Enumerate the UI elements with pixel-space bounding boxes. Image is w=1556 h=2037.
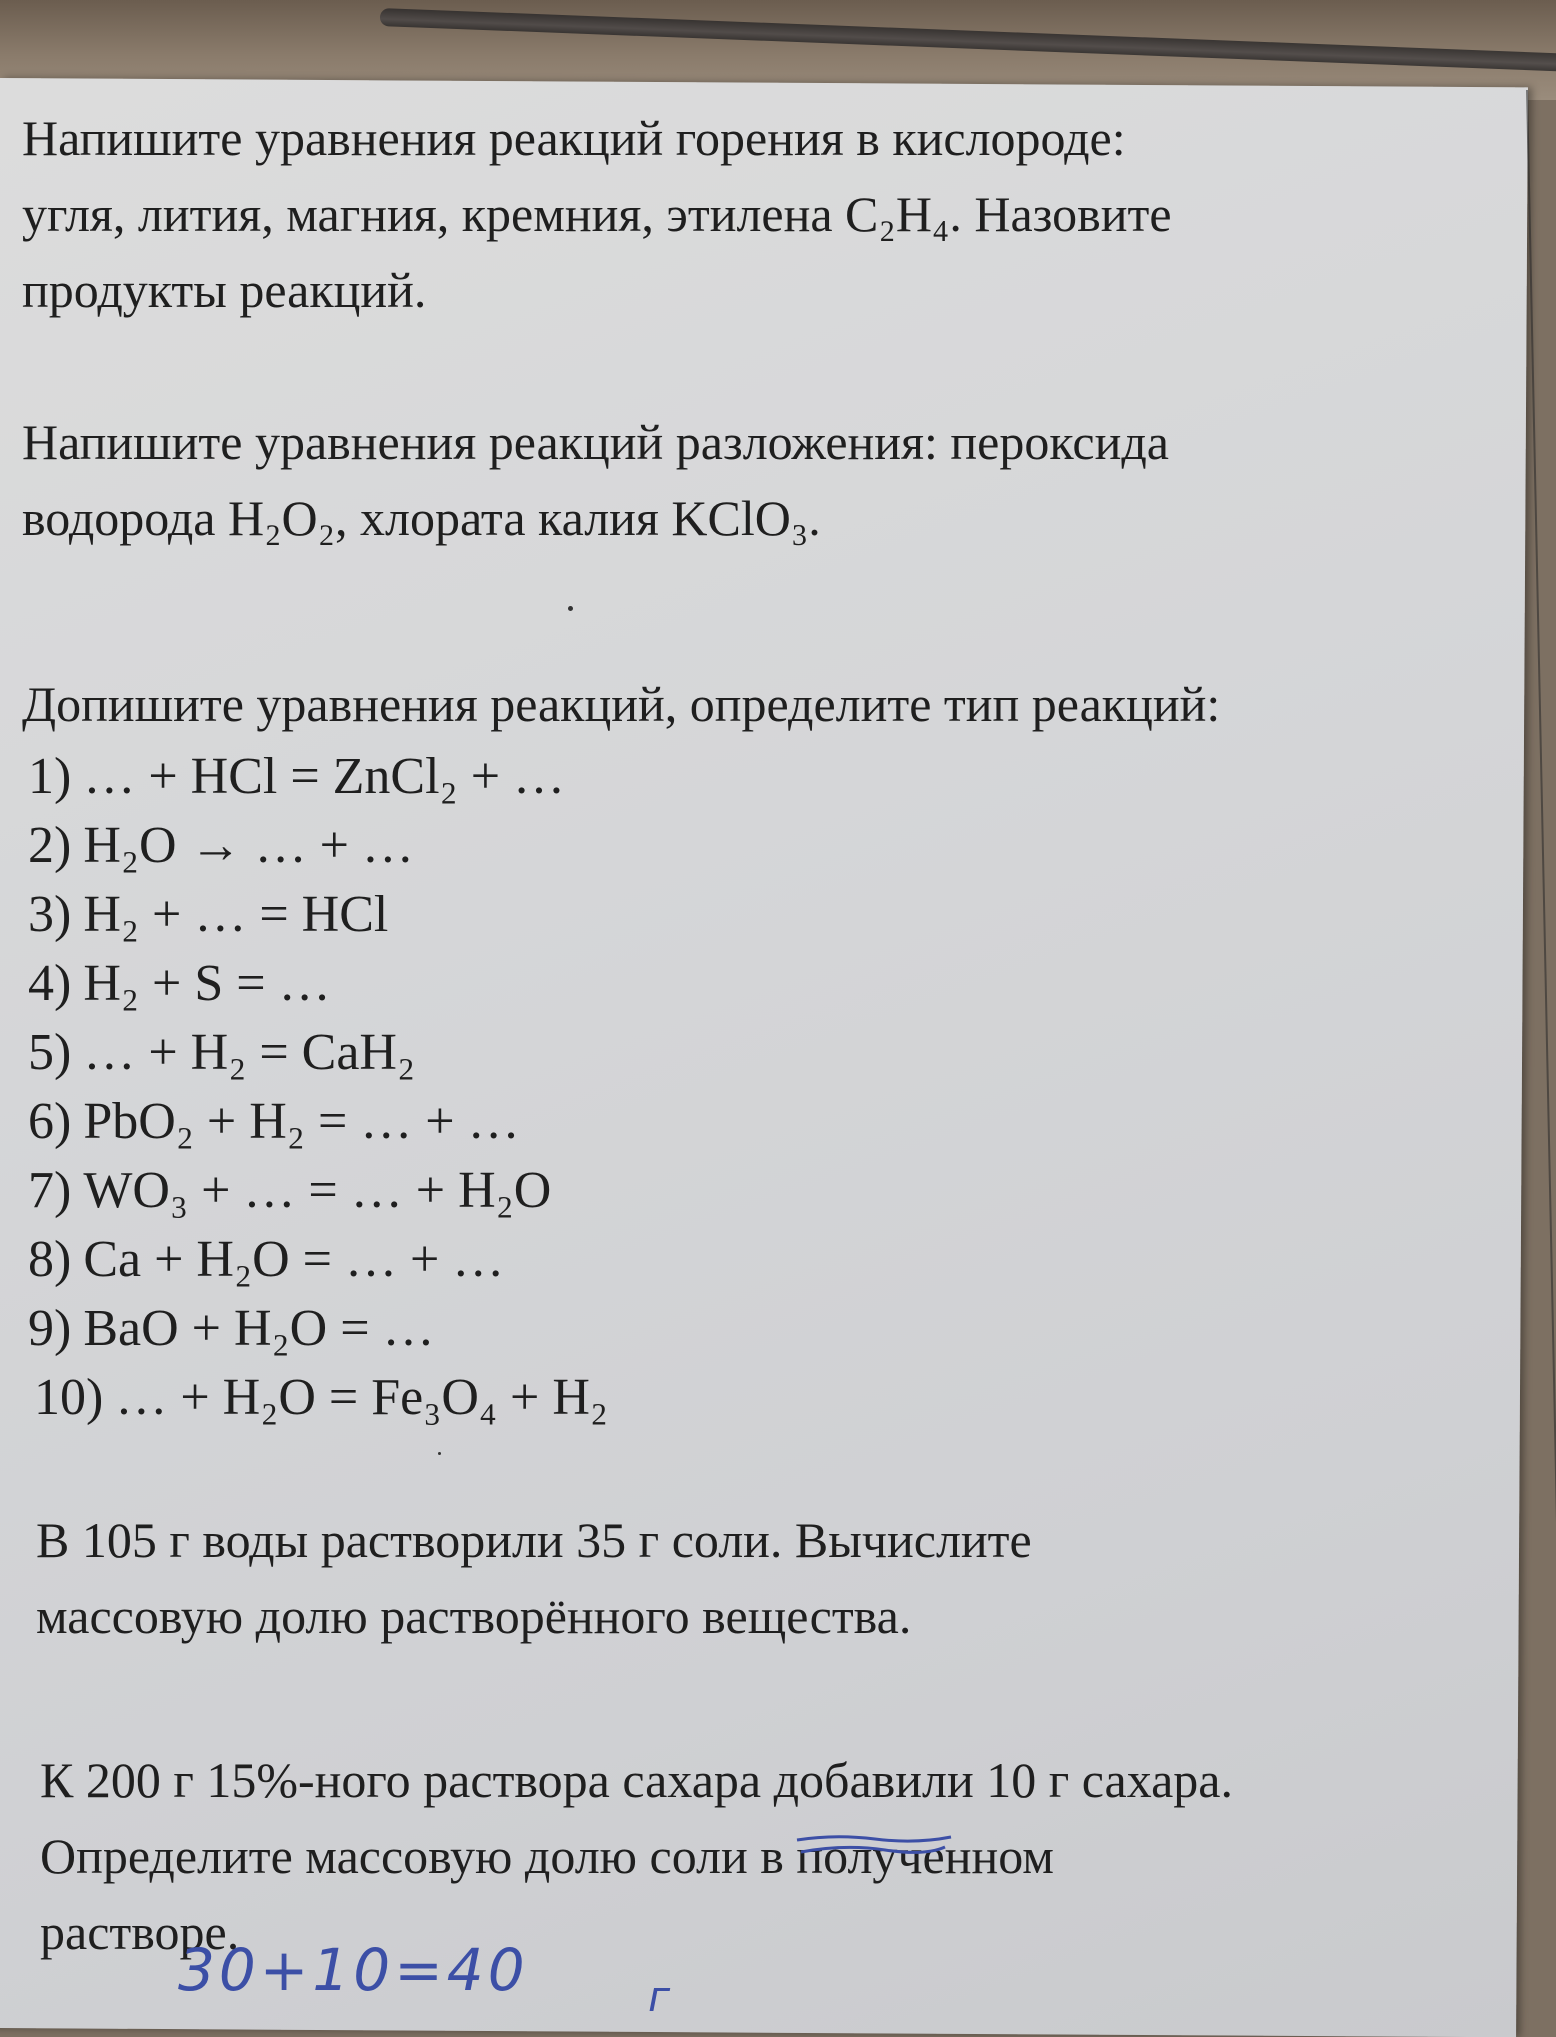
task-line: В 105 г воды растворили 35 г соли. Вычислите	[36, 1512, 1032, 1568]
worksheet	[22, 100, 1502, 1970]
task-line: К 200 г 15%-ного раствора сахара добавили 10 г сахара.	[40, 1752, 1233, 1808]
task-title: Допишите уравнения реакций, определите тип реакций:	[22, 676, 1221, 732]
equation-text: … + H₂O = Fe₃O₄ + H₂	[115, 1369, 609, 1426]
equation-number: 2)	[28, 817, 72, 874]
task-complete-equations	[22, 666, 1502, 1432]
task-combustion	[22, 100, 1502, 328]
equation-item	[28, 742, 1502, 811]
paper-edge-line	[1526, 90, 1556, 1990]
equation-number: 9)	[28, 1300, 72, 1357]
equation-number: 5)	[28, 1024, 72, 1081]
handwritten-unit: г	[648, 1972, 671, 2021]
task-line: растворе.	[40, 1904, 240, 1960]
equation-item	[28, 1363, 1502, 1432]
task-line: Напишите уравнения реакций горения в кислороде:	[22, 110, 1126, 166]
equation-number: 4)	[28, 955, 72, 1012]
task-line: Напишите уравнения реакций разложения: пероксида	[22, 414, 1169, 470]
pen-underline	[795, 1832, 955, 1858]
task-line: Определите массовую долю соли в полученном	[40, 1828, 1054, 1884]
task-line: массовую долю растворённого вещества.	[36, 1588, 912, 1644]
equation-item	[28, 811, 1502, 880]
handwritten-calculation: 30+10=40	[178, 1936, 529, 2004]
equation-item	[28, 1225, 1502, 1294]
equation-text: Ca + H₂O = … + …	[83, 1231, 505, 1288]
speck	[568, 606, 573, 611]
equation-list	[22, 742, 1502, 1432]
task-line: продукты реакций.	[22, 262, 427, 318]
task-mass-fraction	[22, 1502, 1502, 1654]
equation-text: PbO₂ + H₂ = … + …	[83, 1093, 520, 1150]
equation-number: 6)	[28, 1093, 72, 1150]
equation-item	[28, 880, 1502, 949]
task-decomposition	[22, 404, 1502, 556]
equation-text: H₂ + S = …	[83, 955, 331, 1012]
equation-number: 3)	[28, 886, 72, 943]
speck	[438, 1452, 441, 1455]
equation-number: 10)	[34, 1369, 104, 1426]
equation-text: WO₃ + … = … + H₂O	[83, 1162, 552, 1219]
equation-text: H₂O → … + …	[83, 817, 414, 874]
equation-number: 7)	[28, 1162, 72, 1219]
equation-item	[28, 1018, 1502, 1087]
equation-text: BaO + H₂O = …	[83, 1300, 435, 1357]
equation-number: 8)	[28, 1231, 72, 1288]
equation-item	[28, 949, 1502, 1018]
equation-text: … + H₂ = CaH₂	[83, 1024, 416, 1081]
equation-item	[28, 1087, 1502, 1156]
task-line: угля, лития, магния, кремния, этилена C₂H₄. Назовите	[22, 186, 1172, 242]
equation-text: … + HCl = ZnCl₂ + …	[83, 748, 566, 805]
task-line: водорода H₂O₂, хлората калия KClO₃.	[22, 490, 821, 546]
equation-number: 1)	[28, 748, 72, 805]
equation-text: H₂ + … = HCl	[83, 886, 389, 943]
equation-item	[28, 1156, 1502, 1225]
equation-item	[28, 1294, 1502, 1363]
